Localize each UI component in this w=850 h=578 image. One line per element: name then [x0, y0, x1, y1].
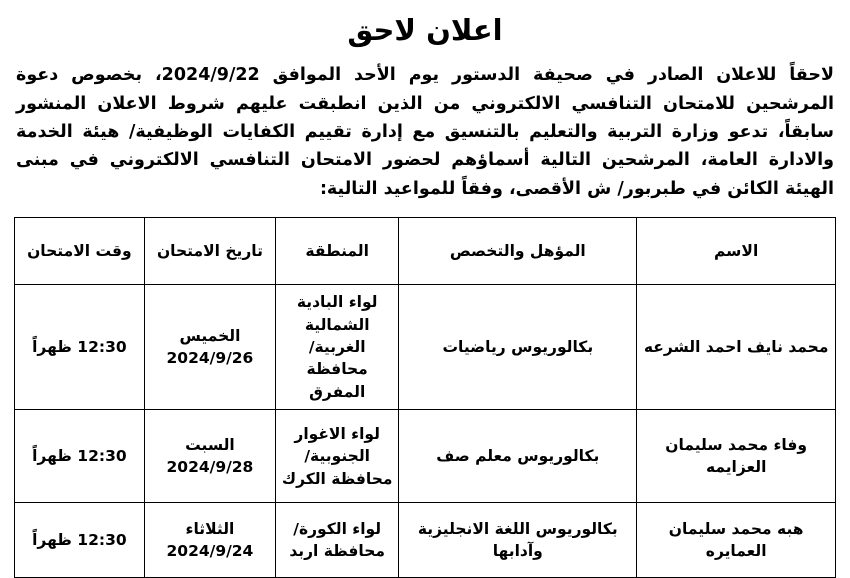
announcement-paragraph: لاحقاً للاعلان الصادر في صحيفة الدستور يوم الأحد الموافق 2024/9/22، بخصوص دعوة المرشحين للامتحان التنافسي الالكتروني من الذين انطبقت عليهم شروط الاعلان المنشور سابقاً، تدعو وزارة التربية والتعليم بالتنسيق مع إدارة تقييم الكفايات الوظيفية/ هيئة الخدمة والادارة العامة، المرشحين التالية أسماؤهم لحضور الامتحان التنافسي الالكتروني في مبنى الهيئة الكائن في طبربور/ ش الأقصى، وفقاً للمواعيد التالية: [16, 65, 835, 199]
cell-name: وفاء محمد سليمان العزايمه [637, 410, 836, 503]
column-header-qualification: المؤهل والتخصص [399, 218, 637, 285]
cell-region: لواء الاغوار الجنوبية/ محافظة الكرك [276, 410, 399, 503]
table-row [15, 410, 836, 503]
column-header-region: المنطقة [276, 218, 399, 285]
column-header-date: تاريخ الامتحان [144, 218, 275, 285]
cell-date [144, 285, 275, 410]
column-header-name: الاسم [637, 218, 836, 285]
cell-date-day: السبت [185, 435, 235, 454]
cell-region: لواء الكورة/ محافظة اربد [276, 503, 399, 578]
cell-date-value: 2024/9/24 [166, 542, 254, 561]
cell-time: 12:30 ظهراً [15, 410, 145, 503]
cell-date-value: 2024/9/26 [166, 349, 254, 368]
cell-date [144, 503, 275, 578]
cell-date-day: الثلاثاء [185, 519, 235, 538]
cell-region: لواء البادية الشمالية الغربية/ محافظة المفرق [276, 285, 399, 410]
table-header-row [15, 218, 836, 285]
cell-date-day: الخميس [179, 326, 241, 345]
cell-time: 12:30 ظهراً [15, 285, 145, 410]
candidates-table [14, 217, 836, 578]
cell-date [144, 410, 275, 503]
table-row [15, 503, 836, 578]
cell-qualification: بكالوريوس معلم صف [399, 410, 637, 503]
cell-name: هبه محمد سليمان العمايره [637, 503, 836, 578]
page-title: اعلان لاحق [347, 13, 503, 47]
cell-time: 12:30 ظهراً [15, 503, 145, 578]
column-header-time: وقت الامتحان [15, 218, 145, 285]
cell-name: محمد نايف احمد الشرعه [637, 285, 836, 410]
cell-qualification: بكالوريوس رياضيات [399, 285, 637, 410]
table-row [15, 285, 836, 410]
cell-date-value: 2024/9/28 [166, 458, 254, 477]
cell-qualification: بكالوريوس اللغة الانجليزية وآدابها [399, 503, 637, 578]
